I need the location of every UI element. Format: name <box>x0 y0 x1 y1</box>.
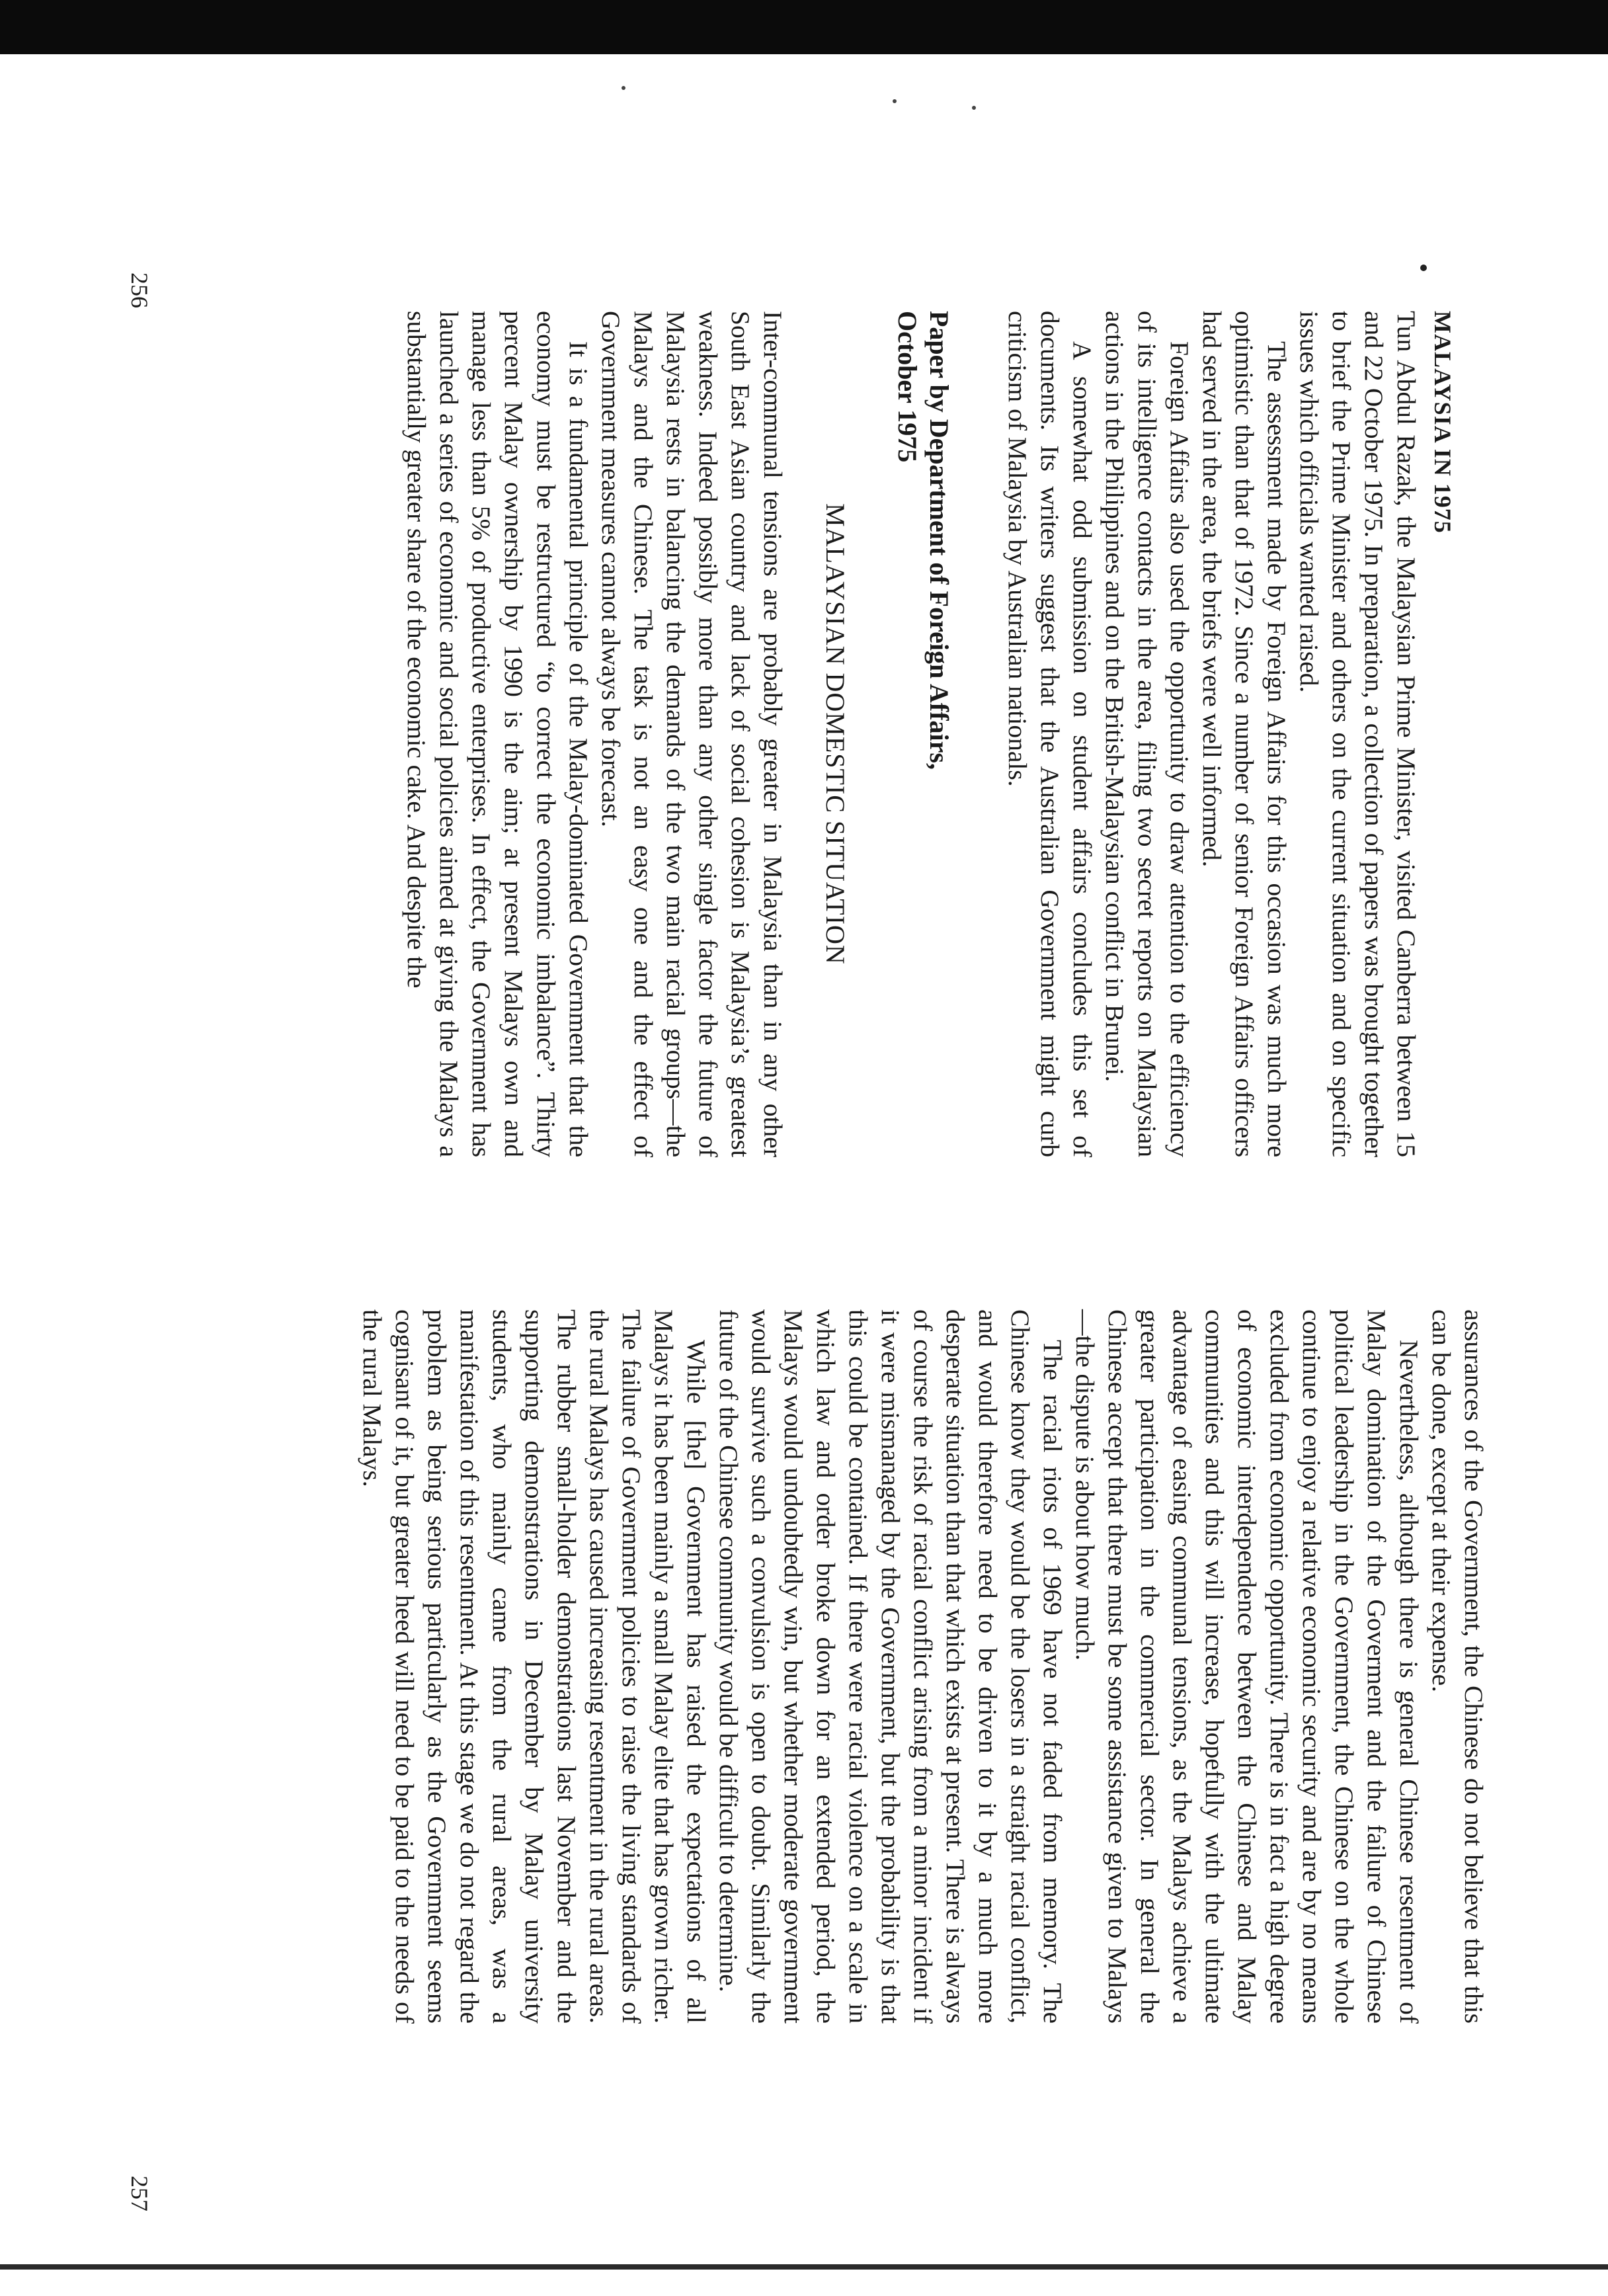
page-257 <box>194 1309 1490 2024</box>
body-paragraph: While [the] Government has raised the expectations of all Malays it has been mainly a small Malay elite that has grown richer. The failure of Government policies to raise the living standards of the rural Malays has caused increasing resentment in the rural areas. The rubber small-holder demonstrations last November and the supporting demonstrations in December by Malay university students, who mainly came from the rural areas, was a manifestation of this resentment. At this stage we do not regard the problem as being serious particularly as the Government seems cognisant of it, but greater heed will need to be paid to the needs of the rural Malays. <box>358 1309 711 2024</box>
page-number: 256 <box>126 272 153 308</box>
body-paragraph: It is a fundamental principle of the Malay-dominated Government that the economy must be restructured “to correct the economic imbalance”. Thirty percent Malay ownership by 1990 is the aim; at present Malays own and manage less than 5% of productive enterprises. In effect, the Government has launched a series of economic and social policies aimed at giving the Malays a substantially greater share of the economic cake. And despite the <box>402 311 593 1157</box>
section-title: MALAYSIAN DOMESTIC SITUATION <box>821 503 850 965</box>
scan-speck <box>893 99 897 103</box>
body-paragraph: The racial riots of 1969 have not faded from memory. The Chinese know they would be the losers in a straight racial conflict, and would therefore need to be driven to it by a much more desperate situation than that which exists at present. There is always of course the risk of racial conflict arising from a minor incident if it were mismanaged by the Government, but the probability is that this could be contained. If there were racial violence on a scale in which law and order broke down for an extended period, the Malays would undoubtedly win, but whether moderate government would survive such a convulsion is open to doubt. Similarly the future of the Chinese community would be difficult to determine. <box>714 1309 1067 2024</box>
scan-top-edge <box>0 0 1608 54</box>
scan-bottom-edge <box>0 2264 1608 2270</box>
body-paragraph: Inter-communal tensions are probably greater in Malaysia than in any other South East Asian country and lack of social cohesion is Malaysia’s greatest weakness. Indeed possibly more than any other single factor the future of Malaysia rests in balancing the demands of the two main racial groups—the Malays and the Chinese. The task is not an easy one and the effect of Government measures cannot always be forecast. <box>596 311 787 1157</box>
intro-paragraph: Tun Abdul Razak, the Malaysian Prime Minister, visited Canberra between 15 and 22 October 1975. In preparation, a collection of papers was brought together to brief the Prime Minister and others on the current situation and on specific issues which officials wanted raised. <box>1295 311 1421 1157</box>
body-paragraph: assurances of the Government, the Chinese do not believe that this can be done, except at their expense. <box>1427 1309 1488 2024</box>
margin-dot <box>1420 265 1427 271</box>
paper-heading-line: Paper by Department of Foreign Affairs, <box>924 311 954 770</box>
paper-heading-line: October 1975 <box>893 311 922 463</box>
page-256 <box>176 311 1459 1157</box>
paper-heading <box>891 311 955 1157</box>
scan-speck <box>972 106 976 110</box>
intro-paragraph: Foreign Affairs also used the opportunity to draw attention to the efficiency of its intelligence contacts in the area, filing two secret reports on Malaysian actions in the Philippines and on the British-Malaysian conflict in Brunei. <box>1100 311 1194 1157</box>
intro-paragraph: The assessment made by Foreign Affairs for this occasion was much more optimistic than that of 1972. Since a number of senior Foreign Affairs officers had served in the area, the briefs were well informed. <box>1197 311 1291 1157</box>
scan-speck <box>622 86 625 90</box>
intro-paragraph: A somewhat odd submission on student affairs concludes this set of documents. Its writers suggest that the Australian Government might curb criticism of Malaysia by Australian nationals. <box>1003 311 1097 1157</box>
running-head: MALAYSIA IN 1975 <box>1429 311 1456 534</box>
page-number: 257 <box>126 2176 153 2211</box>
body-paragraph: Nevertheless, although there is general Chinese resentment of Malay domination of the Goverment and the failure of Chinese political leadership in the Government, the Chinese on the whole continue to enjoy a relative economic security and are by no means excluded from economic opportunity. There is in fact a high degree of economic interdependence between the Chinese and Malay communities and this will increase, hopefully with the ultimate advantage of easing communal tensions, as the Malays achieve a greater participation in the commercial sector. In general the Chinese accept that there must be some assistance given to Malays—the dispute is about how much. <box>1070 1309 1424 2024</box>
